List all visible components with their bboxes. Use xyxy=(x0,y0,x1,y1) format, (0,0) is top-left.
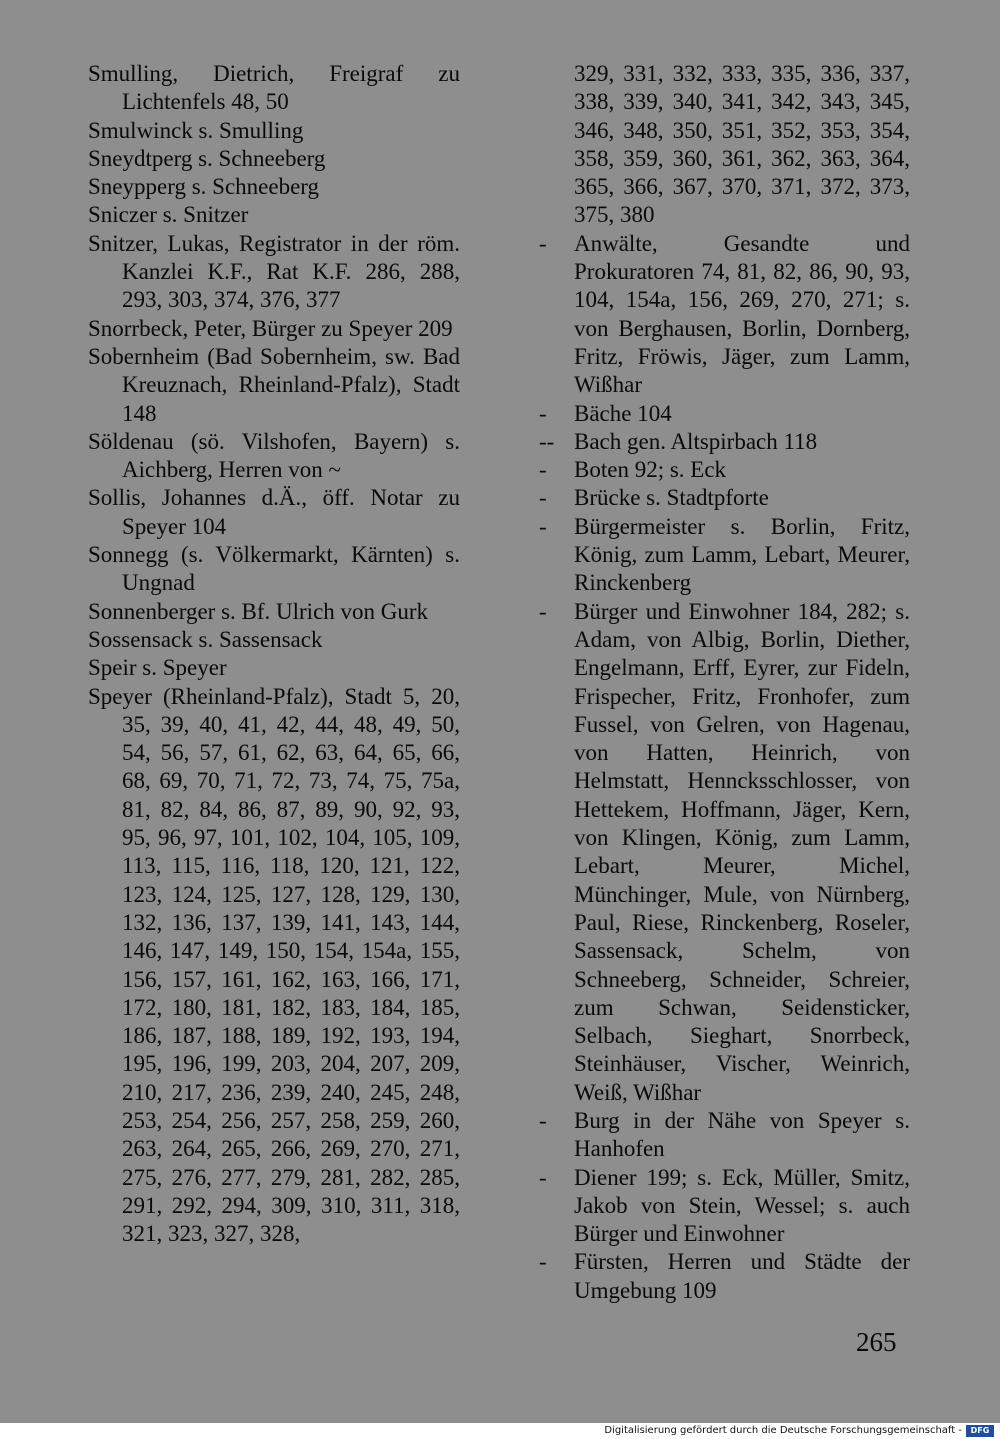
sub-entry xyxy=(539,1248,910,1305)
entry-dash: - xyxy=(539,1164,547,1190)
sub-entry xyxy=(539,484,910,512)
entry-dash: - xyxy=(539,1107,547,1133)
index-entry: Sneypperg s. Schneeberg xyxy=(88,174,320,200)
sub-entry xyxy=(539,400,910,428)
sub-entry xyxy=(539,456,910,484)
sub-entry xyxy=(539,1164,910,1249)
entry-text: Bach gen. Altspirbach 118 xyxy=(574,428,818,454)
entry-text: Bürgermeister s. Borlin, Fritz, König, zum Lamm, Lebart, Meurer, Rinckenberg xyxy=(574,513,910,596)
entry-dash: -- xyxy=(539,428,555,454)
entry-dash: - xyxy=(539,230,547,256)
dfg-logo-icon: DFG xyxy=(966,1425,994,1437)
sub-entry xyxy=(539,513,910,598)
index-entry: Söldenau (sö. Vilshofen, Bayern) s. Aichberg, Herren von ~ xyxy=(88,428,460,483)
entry-text: Brücke s. Stadtpforte xyxy=(574,485,769,511)
index-entry: Smulling, Dietrich, Freigraf zu Lichtenfels 48, 50 xyxy=(88,61,460,115)
page-number: 265 xyxy=(856,1327,897,1357)
index-entry: Sniczer s. Snitzer xyxy=(88,202,249,228)
index-entry: Sneydtperg s. Schneeberg xyxy=(88,145,326,171)
entry-dash: - xyxy=(539,400,547,426)
entry-text: Bürger und Einwohner 184, 282; s. Adam, von Albig, Borlin, Diether, Engelmann, Erff, Eyrer, zur Fideln, Frispecher, Fritz, Fronhofer, zum Fussel, von Gelren, von Hagenau, von Hatten, Heinrich, von Helmstatt, Henncksschlosser, von Hettekem, Hoffmann, Jäger, Kern, von Klingen, König, zum Lamm, Lebart, Meurer, Michel, Münchinger, Mule, von Nürnberg, Paul, Riese, Rinckenberg, Roseler, Sassensack, Schelm, von Schneeberg, Schneider, Schreier, zum Schwan, Seidensticker, Selbach, Sieghart, Snorrbeck, Steinhäuser, Vischer, Weinrich, Weiß, Wißhar xyxy=(574,598,910,1105)
entry-text: Boten 92; s. Eck xyxy=(574,457,727,483)
entry-dash: - xyxy=(539,598,547,624)
footer-text: Digitalisierung gefördert durch die Deutsche Forschungsgemeinschaft - xyxy=(604,1425,962,1436)
entry-dash: - xyxy=(539,513,547,539)
index-entry: Sossensack s. Sassensack xyxy=(88,626,323,652)
sub-entry xyxy=(539,598,910,1107)
index-entry-continuation xyxy=(539,60,910,230)
entry-text: Anwälte, Gesandte und Prokuratoren 74, 81, 82, 86, 90, 93, 104, 154a, 156, 269, 270, 271; s. von Berghausen, Borlin, Dornberg, Fritz, Fröwis, Jäger, zum Lamm, Wißhar xyxy=(574,230,910,398)
sub-entry xyxy=(539,428,910,456)
right-column xyxy=(539,60,910,1305)
sub-entry xyxy=(539,230,910,400)
entry-text: Bäche 104 xyxy=(574,400,672,426)
index-entry: Sollis, Johannes d.Ä., öff. Notar zu Speyer 104 xyxy=(88,485,460,539)
index-entry: Snitzer, Lukas, Registrator in der röm. Kanzlei K.F., Rat K.F. 286, 288, 293, 303, 374, 376, 377 xyxy=(88,230,460,313)
entry-dash: - xyxy=(539,485,547,511)
index-entry: Sonnenberger s. Bf. Ulrich von Gurk xyxy=(88,598,429,624)
entry-text: Diener 199; s. Eck, Müller, Smitz, Jakob von Stein, Wessel; s. auch Bürger und Einwohner xyxy=(574,1164,910,1247)
entry-dash: - xyxy=(539,1249,547,1275)
left-column xyxy=(88,60,460,1248)
index-entry: Sonnegg (s. Völkermarkt, Kärnten) s. Ungnad xyxy=(88,542,460,596)
index-entry: Sobernheim (Bad Sobernheim, sw. Bad Kreuznach, Rheinland-Pfalz), Stadt 148 xyxy=(88,343,460,426)
digitization-footer xyxy=(0,1423,1000,1439)
index-entry: Smulwinck s. Smulling xyxy=(88,117,304,143)
index-entry: Speir s. Speyer xyxy=(88,655,227,681)
entry-dash: - xyxy=(539,457,547,483)
entry-text: 329, 331, 332, 333, 335, 336, 337, 338, 339, 340, 341, 342, 343, 345, 346, 348, 350, 351, 352, 353, 354, 358, 359, 360, 361, 362, 363, 364, 365, 366, 367, 370, 371, 372, 373, 375, 380 xyxy=(574,61,910,228)
index-entry: Speyer (Rheinland-Pfalz), Stadt 5, 20, 35, 39, 40, 41, 42, 44, 48, 49, 50, 54, 56, 57, 61, 62, 63, 64, 65, 66, 68, 69, 70, 71, 72, 73, 74, 75, 75a, 81, 82, 84, 86, 87, 89, 90, 92, 93, 95, 96, 97, 101, 102, 104, 105, 109, 113, 115, 116, 118, 120, 121, 122, 123, 124, 125, 127, 128, 129, 130, 132, 136, 137, 139, 141, 143, 144, 146, 147, 149, 150, 154, 154a, 155, 156, 157, 161, 162, 163, 166, 171, 172, 180, 181, 182, 183, 184, 185, 186, 187, 188, 189, 192, 193, 194, 195, 196, 199, 203, 204, 207, 209, 210, 217, 236, 239, 240, 245, 248, 253, 254, 256, 257, 258, 259, 260, 263, 264, 265, 266, 269, 270, 271, 275, 276, 277, 279, 281, 282, 285, 291, 292, 294, 309, 310, 311, 318, 321, 323, 327, 328, xyxy=(88,683,460,1247)
entry-text: Burg in der Nähe von Speyer s. Hanhofen xyxy=(574,1107,910,1162)
entry-text: Fürsten, Herren und Städte der Umgebung 109 xyxy=(574,1249,910,1303)
index-entry: Snorrbeck, Peter, Bürger zu Speyer 209 xyxy=(88,315,453,341)
sub-entry xyxy=(539,1107,910,1164)
